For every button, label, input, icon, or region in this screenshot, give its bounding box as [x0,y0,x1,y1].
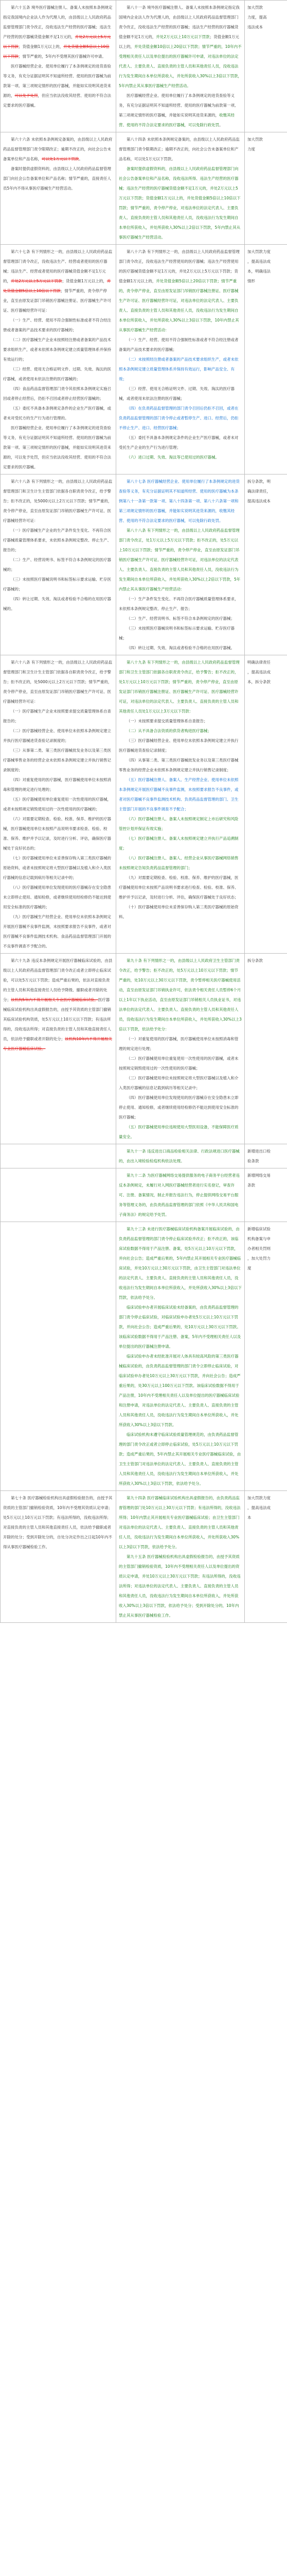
old-paragraph [3,956,113,1054]
note-line: ，提高违法成 [247,259,271,264]
old-article-cell [1,245,116,474]
note-cell [245,1144,287,1168]
new-text-add: 收缴其经营、使用的不符合法定要求的医疗器械，可以免除行政处罚 [119,113,235,127]
new-text-add: （二）从不具备合法资质的供货者购进医疗器械； [127,728,211,733]
new-text-plain: （一）未按照要求提交质量管理体系自查报告； [127,719,208,723]
new-paragraph [119,716,242,726]
note-line: 新增临床试验 [247,1227,271,1231]
new-paragraph [119,1493,242,1552]
new-text-plain: 医疗器械经营企业、使用单位履行了本条例规定的进货查验等义务，有充分证据证明其不知道所经营、使用的医疗器械为前款第一项、第三项规定情形的医疗器械，并能如实说明其进货来源的， [119,93,239,117]
note-line: 加大罚款 [247,5,263,10]
old-text-plain: 第六十五条 境外医疗器械注册人、备案人未按照本条例规定指定我国境内企业法人作为代理人的，由县级以上人民政府药品监督管理部门责令改正，没收违法生产经营的医疗器械；违法生产经营的医疗器械货值金额不足1万元的， [3,5,113,39]
old-paragraph [3,594,113,614]
old-text-plain: （一）医疗器械生产企业未按照要求提交质量管理体系自查报告的； [3,709,111,723]
new-text-add: 临床试验机构未遵守临床试验质量管理规范的，由负责药品监督管理的部门责令改正或者立即停止临床试验，处5万元以上10万元以下罚款；造成严重后果的，5年内禁止其开展相关专业医疗器械临床试验，由卫生主管部门对违法单位的法定代表人、主要负责人、直接负责的主管人员和其他责任人员，没收违法行为发生期间自本单位所获收入，并处所获收入30%以上3倍以下罚款，依法给予处分。 [119,1432,241,1486]
old-paragraph [3,775,113,794]
new-text-add: ；情节严重的，10年内不受理相关责任人以及单位提出的医疗器械许可申请，对违法单位的法定代表人、主要负责人、直接负责的主管人员和其他责任人员，没收违法行为发生期间自本单位所获收入，并处所获收入30%以上3倍以下罚款，5年内禁止其从事医疗器械生产经营活动。 [119,44,242,88]
note-cell [245,1222,287,1491]
new-text-add: 第八十八条 有下列情形之一的，由县级以上人民政府药品监督管理部门责令改正，处1万元以上5万元以下罚款；拒不改正的，处5万元以上10万元以下罚款；情节严重的，责令停产停业，直至由原发证部门吊销医疗器械生产许可证、医疗器械经营许可证，对违法单位的法定代表人、主要负责人、直接负责的主管人员和其他责任人员，没收违法行为发生期间自本单位所获收入，并处所获收入30%以上2倍以下罚款，5年内禁止其从事医疗器械生产经营活动： [119,528,241,591]
new-paragraph [119,643,242,653]
note-cell [245,245,287,474]
old-text-del: 可以免予处罚 [14,93,38,98]
old-text-plain: （一）医疗器械生产企业的生产条件发生变化、不再符合医疗器械质量管理体系要求，未依照本条例规定整改、停止生产、报告的； [3,528,111,552]
new-text-plain: 可以处1万元以下罚款 [134,157,172,161]
table-row [1,954,287,1144]
new-text-add: 并处2万元以上10万元以下罚款 [156,35,210,39]
new-text-add: （八）医疗器械注册人、备案人、经营企业从事医疗器械网络销售未按照规定告知负责药品监督管理的部门； [119,856,239,870]
note-line: 拆分条款 [247,958,263,963]
note-line: ，加大处罚力 [247,1256,271,1261]
old-paragraph [3,134,113,164]
new-article-cell [116,954,245,1144]
note-cell [245,132,287,245]
old-text-plain: 第六十七条 有下列情形之一的，由县级以上人民政府药品监督管理部门责令改正，没收违法生产、经营或者使用的医疗器械；违法生产、经营或者使用的医疗器械货值金额不足1万元的， [3,249,113,283]
old-text-plain: 第六十六条 未依照本条例规定备案的，由县级以上人民政府药品监督管理部门责令限期改正；逾期不改正的，向社会公告未备案单位和产品名称， [3,137,113,161]
new-paragraph [119,1054,242,1073]
new-text-plain: 。 [219,123,223,127]
old-text-plain: ；货值金额1万元以上的， [62,279,107,283]
new-text-plain: （四）从事第二类、第三类医疗器械批发业务以及第三类医疗器械零售业务的经营企业未依照本条例规定建立并执行销售记录制度； [119,758,239,772]
new-article-cell [116,1222,245,1491]
note-line: 本，拆分条款 [247,680,271,684]
new-text-add: 临床试验申办者未经批准开展对人体具有较高风险的第三类医疗器械临床试验的，由负责药品监督管理的部门责令立即停止临床试验，对临床试验申办者处10万元以上30万元以下罚款，并向社会公告；造成严重后果的，处30万元以上100万元以下罚款。该临床试验数据不得用于产品注册，10年内不受理相关责任人以及单位提出的医疗器械临床试验和注册申请，对违法单位的法定代表人、主要负责人、直接负责的主管人员和其他责任人员，没收违法行为发生期间自本单位所获收入，并处所获收入30%以上3倍以下罚款。 [119,1354,241,1427]
new-text-plain: 。 [171,157,175,161]
comparison-rows [1,1,287,1623]
new-article-cell [116,655,245,954]
new-paragraph [119,335,242,354]
new-text-plain: 并处2万元以上5万元以下罚款 [179,269,230,274]
old-paragraph [3,526,113,555]
empty-cell [3,1224,113,1234]
note-line: 本 [247,1515,252,1520]
note-line: 力度，提高 [247,15,267,20]
new-paragraph [119,164,242,242]
old-paragraph [3,574,113,594]
old-text-del: 并处货值金额5倍以上10倍以下罚款 [3,44,110,59]
new-paragraph [119,1034,242,1054]
new-paragraph [119,1430,242,1488]
old-text-del: 该机构5年内不得开展相关专业医疗器械临床试验。 [11,997,98,1002]
new-text-add: （七）医疗器械注册人、备案人未按照规定建立并执行产品追溯制度； [119,836,239,851]
note-line: 加大罚款 [247,137,263,142]
old-text-plain: （一）生产、经营、使用不符合强制性标准或者不符合经注册或者备案的产品技术要求的医疗器械的； [3,318,111,332]
old-text-plain: 第六十八条 有下列情形之一的，由县级以上人民政府药品监督管理部门和卫生计生主管部门依据各自职责责令改正，给予警告；拒不改正的，处5000元以上2万元以下罚款；情节严重的，责令停产停业，直至由原发证部门吊销医疗器械生产许可证、医疗器械经营许可证： [3,479,113,523]
old-paragraph [3,726,113,745]
old-text-plain: 备案时提供虚假资料的，由县级以上人民政府药品监督管理部门向社会公告备案单位和产品名称；情节严重的，直接责任人员5年内不得从事医疗器械生产经营活动。 [3,166,111,191]
new-paragraph [119,403,242,433]
note-line: 拆分条款，明 [247,479,271,484]
old-text-plain: 第六十九条 违反本条例规定开展医疗器械临床试验的，由县级以上人民政府药品监督管理部门责令改正或者立即停止临床试验，可以处5万元以下罚款；造成严重后果的，依法对直接负责的主管人员和其他直接责任人员给予降级、撤职或者开除的处分； [3,958,113,1002]
old-paragraph [3,706,113,726]
old-paragraph [3,3,113,61]
old-text-plain: （四）转让过期、失效、淘汰或者检验不合格的在用医疗器械的。 [3,597,111,611]
new-text-add: 备案时提供虚假资料的，由县级以上人民政府药品监督管理部门向社会公告备案单位和产品名称，没收违法所得、违法生产经营的医疗器械；违法生产经营的医疗器械货值金额不足1万元的，并处2万元以上5万元以下罚款；货值金额1万元以上的，并处货值金额5倍以上10倍以下罚款；情节严重的，责令停产停业，对违法单位的法定代表人、主要负责人、直接负责的主管人员和其他责任人员，没收违法行为发生期间自本单位所获收入，并处所获收入30%以上2倍以下罚款，5年内禁止其从事医疗器械生产经营活动。 [119,166,241,240]
new-paragraph [119,902,242,922]
old-text-plain: （二）医疗器械生产企业未按照经注册或者备案的产品技术要求组织生产，或者未依照本条例规定建立质量管理体系并保持有效运行的； [3,337,111,362]
new-article-cell [116,1,245,132]
new-paragraph [119,726,242,736]
note-line: ，提高违法成 [247,670,271,674]
note-line: 新增进出口检 [247,1149,271,1154]
new-paragraph [119,433,242,452]
note-line: 提高违法成本 [247,499,271,503]
old-text-plain: （七）医疗器械使用单位未妥善保存购入第三类医疗器械的原始资料，或者未按照规定将大型医疗器械以及植入和介入类医疗器械的信息记载到病历等相关记录中的； [3,856,111,880]
old-text-del: 该机构10年内不得开展相关专业医疗器械临床试验。 [3,1037,113,1051]
old-article-cell [1,132,116,245]
new-paragraph [119,594,242,614]
new-text-ins: 第八十七条 医疗器械经营企业、使用单位履行了本条例规定的进货查验等义务，有充分证据证明其不知道所经营、使用的医疗器械为本条例第八十一条第一款第一项、第八十四条第一项、第八十六条第一项和第三项规定情形的医疗器械，并能如实说明其进货来源的，收缴其经营、使用的不符合法定要求的医疗器械，可以免除行政处罚。 [119,479,240,523]
old-paragraph [3,477,113,526]
new-paragraph [119,1146,242,1166]
new-paragraph [119,1552,242,1620]
old-article-cell [1,954,116,1144]
new-paragraph [119,1073,242,1093]
new-article-cell [116,245,245,474]
new-text-plain: （三）未按照医疗器械说明书和标签标示要求运输、贮存医疗器械； [119,626,235,640]
old-paragraph [3,814,113,853]
old-article-cell [1,474,116,655]
empty-cell [3,1171,113,1180]
table-row [1,655,287,954]
new-text-ins: （五）医疗器械注册人、备案人、生产经营企业、使用单位未依照本条例规定开展医疗器械不良事件监测，未按照要求报告不良事件，或者对医疗器械不良事件监测技术机构、负责药品监督管理的部门、卫生主管部门开展的不良事件调查不予配合； [119,777,239,811]
old-text-plain: ；货值金额1万元以上的， [19,44,64,49]
note-cell [245,954,287,1144]
note-line: 度 [247,1266,252,1270]
old-paragraph [3,335,113,364]
new-paragraph [119,1122,242,1142]
table-row [1,1144,287,1168]
old-paragraph [3,912,113,951]
new-paragraph [119,1302,242,1351]
note-line: 加大罚款力度 [247,249,271,254]
new-text-add: 第八十九条 有下列情形之一的，由县级以上人民政府药品监督管理部门和卫生主管部门依据各自职责责令改正，给予警告；拒不改正的，处1万元以上10万元以下罚款；情节严重的，责令停产停业，直至由原发证部门吊销医疗器械注册证、医疗器械生产许可证、医疗器械经营许可证，对违法单位的法定代表人、主要负责人、直接负责的主管人员和其他责任人员处1万元以上3万元以下罚款： [119,660,240,714]
table-row [1,1168,287,1222]
old-text-del: 并处货值金额5倍以上10倍以下罚款 [3,279,111,293]
new-text-add: 第九十一条 违反进出口商品检验相关法律、行政法规进口医疗器械的，由出入境检验检疫机构依法处理。 [119,1149,240,1163]
note-line: 办者相关罚则 [247,1246,271,1251]
old-text-plain: ；情节严重的，5年内不受理其医疗器械许可申请。 [19,54,106,59]
new-text-plain: （三）经营、使用无合格证明文件、过期、失效、淘汰的医疗器械，或者使用未依法注册的医疗器械； [119,386,235,401]
table-row [1,245,287,474]
new-text-plain: 第八十一条 境外医疗器械注册人、备案人未按照本条例规定指定我国境内企业法人作为代理人的，由县级以上人民政府药品监督管理部门责令改正，没收违法生产经营的医疗器械；违法生产经营的医疗器械货值金额不足1万元的， [119,5,240,39]
note-line: ，提高违法成 [247,1505,271,1510]
table-row [1,132,287,245]
new-text-add: 并处货值金额5倍以上20倍以下罚款 [156,279,218,283]
new-paragraph [119,354,242,384]
new-text-plain: 第八十四条 未依照本条例规定备案的，由县级以上人民政府药品监督管理部门责令限期改正；逾期不改正的，向社会公告未备案单位和产品名称， [119,137,240,161]
new-text-add: （五）医疗器械使用单位违规使用大型医用设备，不能保障医疗质量安全。 [119,1125,239,1139]
note-cell [245,474,287,655]
old-text-plain: （四）食品药品监督管理部门责令其依照本条例规定实施召回或者停止经营后，仍拒不召回或者停止经营医疗器械的； [3,386,111,401]
note-line: 明确法律责任 [247,660,271,665]
table-row [1,1491,287,1623]
new-text-add: 临床试验申办者开展临床试验未经备案的，由负责药品监督管理的部门责令停止临床试验，对临床试验申办者处5万元以上10万元以下罚款，并向社会公告；造成严重后果的，处10万元以上30万元以下罚款。该临床试验数据不得用于产品注册、备案，5年内不受理相关责任人以及单位提出的医疗器械注册申请。 [119,1305,241,1349]
new-text-plain: ；货值金额1万元以上的， [119,35,239,49]
new-text-ins: （四）在负责药品监督管理的部门责令召回后仍拒不召回，或者在负责药品监督管理的部门责令停止或者暂停生产、进口、经营后，仍拒不停止生产、进口、经营医疗器械； [119,406,239,430]
old-article-cell [1,1168,116,1222]
new-text-plain: ；货值金额1万元以上的， [119,269,238,283]
old-paragraph [3,1493,113,1552]
old-paragraph [3,315,113,335]
note-line: 机构备案与申 [247,1236,271,1241]
old-paragraph [3,883,113,912]
new-paragraph [119,526,242,594]
old-paragraph [3,364,113,384]
new-paragraph [119,3,242,91]
new-article-cell [116,1491,245,1623]
note-cell [245,655,287,954]
old-paragraph [3,745,113,775]
new-text-ins: （二）未按照经注册或者备案的产品技术要求组织生产，或者未依照本条例规定建立质量管理体系并保持有效运行，影响产品安全、有效； [119,357,239,381]
old-article-cell [1,1,116,132]
new-paragraph [119,1093,242,1122]
new-paragraph [119,1171,242,1219]
new-paragraph [119,134,242,164]
new-text-plain: （一）生产、经营、使用不符合强制性标准或者不符合经注册或者备案的产品技术要求的医疗器械； [119,337,239,352]
old-paragraph [3,247,113,315]
new-text-add: 并处货值金额10倍以上20倍以下罚款 [134,44,199,49]
new-text-plain: （三）医疗器械使用单位未按照规定将大型医疗器械以及植入和介入类医疗器械的信息记载到病历等相关记录中； [119,1076,239,1090]
new-text-plain: （二）医疗器械使用单位重复使用一次性使用的医疗器械，或者未按照规定销毁使用过的一次性使用的医疗器械； [119,1056,239,1071]
new-paragraph [119,91,242,130]
old-text-plain: ；情节严重的，责令停产停业，直至由原发证部门吊销医疗器械注册证、医疗器械生产许可证、医疗器械经营许可证： [3,289,111,313]
old-paragraph [3,403,113,423]
new-paragraph [119,873,242,902]
old-paragraph [3,164,113,193]
note-line: 情形 [247,279,255,283]
new-text-add: （六）进口过期、失效、淘汰等已使用过的医疗器械。 [127,455,219,460]
new-text-plain: 第八十六条 有下列情形之一的，由县级以上人民政府药品监督管理部门责令改正，没收违法生产经营使用的医疗器械；违法生产经营使用的医疗器械货值金额不足1万元的， [119,249,240,274]
old-text-plain: （八）医疗器械使用单位发现使用的医疗器械存在安全隐患未立即停止使用、通知检修，或者继续使用经检修仍不能达到使用安全标准的医疗器械的； [3,885,111,909]
old-text-plain: 医疗器械临床试验机构出具虚假报告的，由授予其资质的主管部门撤销其临床试验机构资质，处5万元以上10万元以下罚款；有违法所得的，没收违法所得；对直接负责的主管人员和其他直接责任人员，依法给予撤职或者开除的处分； [3,997,111,1041]
new-text-add: （六）医疗器械注册人、备案人未按照规定制定上市后研究和风险管控计划并保证有效实施； [119,817,239,831]
old-article-cell [1,1222,116,1491]
new-article-cell [116,474,245,655]
new-paragraph [119,623,242,643]
note-line: 验条款 [247,1159,259,1163]
table-row [1,1222,287,1491]
new-text-add: 第九十五条 医疗器械检验机构出具虚假检验报告的，由授予其资质的主管部门撤销检验资质，10年内不受理相关责任人以及单位提出的资质认定申请，并处10万元以上30万元以下罚款；有违法所得的，没收违法所得；对违法单位的法定代表人、主要负责人、直接负责的主管人员和其他责任人员，没收违法行为发生期间自本单位所获收入，并处所获收入30%以上3倍以下罚款，依法给予处分；受到开除处分的，10年内禁止其从事医疗器械检验工作。 [119,1554,241,1618]
old-text-plain: 。 [79,157,83,161]
new-article-cell [116,1144,245,1168]
new-paragraph [119,736,242,755]
new-text-plain: （四）转让过期、失效、淘汰或者检验不合格的在用医疗器械。 [127,646,235,650]
new-paragraph [119,1351,242,1430]
new-text-plain: （五）委托不具备本条例规定条件的企业生产医疗器械，或者未对受托生产企业的生产行为进行管理； [119,435,239,450]
note-line: 加大罚款力度 [247,1496,271,1500]
new-text-plain: （一）对重复使用的医疗器械，医疗器械使用单位未按照消毒和管理的规定进行处理； [119,1037,239,1051]
new-paragraph [119,956,242,1034]
old-text-plain: （二）生产、经营说明书、标签不符合本条例规定的医疗器械的； [3,557,111,572]
old-text-plain: 第七十条 医疗器械检验机构出具虚假检验报告的，由授予其资质的主管部门撤销检验资质，10年内不受理其资质认定申请；处5万元以上10万元以下罚款；有违法所得的，没收违法所得；对直接负责的主管人员和其他直接责任人员，依法给予撤职或者开除的处分；受到开除处分的，自处分决定作出之日起10年内不得从事医疗器械检验工作。 [3,1496,113,1549]
note-line: 违法成本 [247,25,263,29]
old-text-del: 并处2万元以上5万元以下罚款 [3,35,111,49]
new-paragraph [119,247,242,335]
new-article-cell [116,132,245,245]
old-text-plain: （九）医疗器械生产经营企业、使用单位未依照本条例规定开展医疗器械不良事件监测，未按照要求报告不良事件，或者对医疗器械不良事件监测技术机构、食品药品监督管理部门开展的不良事件调查不予配合的。 [3,914,111,948]
new-paragraph [119,384,242,403]
old-paragraph [3,61,113,110]
old-text-plain: （五）委托不具备本条例规定条件的企业生产医疗器械，或者未对受托方的生产行为进行管理的。 [3,406,111,420]
new-text-add: 第九十条 有下列情形之一的，由县级以上人民政府卫生主管部门责令改正，给予警告；拒不改正的，处5万元以上10万元以下罚款；情节严重的，处10万元以上30万元以下罚款，责令暂停相关医疗器械使用活动，直至由原发证部门吊销执业许可，依法责令相关责任人员暂停6个月以上1年以下执业活动，直至由原发证部门吊销相关人员执业证书，对违法单位的法定代表人、主要负责人、直接负责的主管人员和其他责任人员，没收违法行为发生期间自本单位所获收入，并处所获收入30%以上3倍以下罚款，依法给予处分： [119,958,242,1031]
old-text-plain: 医疗器械经营企业、使用单位履行了本条例规定的进货查验等义务，有充分证据证明其不知道所经营、使用的医疗器械为前款第一项、第三项规定情形的医疗器械，并能如实说明其进货来源的，可以免予处罚，但应当依法没收其经营、使用的不符合法定要求的医疗器械。 [3,426,111,469]
note-line: 新增网络交易 [247,1173,271,1178]
old-text-del: 可以处1万元以下罚款 [42,157,79,161]
new-text-add: 第九十二条 为医疗器械网络交易提供服务的电子商务平台经营者违反本条例规定，未履行对入网医疗器械经营者进行实名登记，审查许可、注册、备案情况，制止并报告违法行为，停止提供网络交易平台服务等管理义务的，由负责药品监督管理的部门依照《中华人民共和国电子商务法》的规定给予处罚。 [119,1173,240,1217]
note-line: 本，明确违法 [247,269,271,274]
old-paragraph [3,794,113,814]
new-paragraph [119,1224,242,1302]
new-text-plain: （九）对需要定期检查、检验、校准、保养、维护的医疗器械，医疗器械使用单位未按照产品说明书要求进行检查、检验、校准、保养、维护并予以记录，及时进行分析、评估，确保医疗器械处于良好状态； [119,875,239,900]
old-article-cell [1,1144,116,1168]
note-line: 力度 [247,147,255,151]
old-text-plain: 医疗器械经营企业、使用单位履行了本条例规定的进货查验等义务，有充分证据证明其不知道所经营、使用的医疗器械为前款第一项、第三项规定情形的医疗器械，并能如实说明其进货来源的， [3,64,111,98]
old-text-plain: （六）对需要定期检查、检验、校准、保养、维护的医疗器械，医疗器械使用单位未按照产品说明书要求检查、检验、校准、保养、维护并予以记录，及时进行分析、评估，确保医疗器械处于良好状态的； [3,817,111,851]
old-text-plain: （五）医疗器械使用单位重复使用一次性使用的医疗器械，或者未按照规定销毁使用过的一次性使用的医疗器械的； [3,797,111,811]
old-article-cell [1,1491,116,1623]
new-text-plain: （三）医疗器械经营企业、使用单位未依照本条例规定建立并执行医疗器械进货查验记录制度； [119,738,239,753]
old-text-del: 并处2万元以上5万元以下罚款 [11,279,62,283]
new-text-add: ；情节严重的，责令停产停业，直至由原发证部门吊销医疗器械注册证、医疗器械生产许可证、医疗器械经营许可证，对违法单位的法定代表人、主要负责人、直接负责的主管人员和其他责任人员，没收违法行为发生期间自本单位所获收入，并处所获收入30%以上3倍以下罚款，10年内禁止其从事医疗器械生产经营活动： [119,279,239,332]
new-text-plain: （十）医疗器械使用单位未妥善保存购入第三类医疗器械的原始资料。 [119,905,239,919]
old-text-plain: （三）未按照医疗器械说明书和标签标示要求运输、贮存医疗器械的； [3,577,111,591]
new-paragraph [119,755,242,775]
old-text-plain: （三）从事第二类、第三类医疗器械批发业务以及第三类医疗器械零售业务的经营企业未依照本条例规定建立并执行销售记录制度的； [3,748,111,772]
new-article-cell [116,1168,245,1222]
old-article-cell [1,655,116,954]
note-cell [245,1,287,132]
new-text-plain: （二）生产、经营说明书、标签不符合本条例规定的医疗器械； [127,616,235,621]
old-text-plain: （二）医疗器械经营企业、使用单位未依照本条例规定建立并执行医疗器械进货查验记录制度的； [3,728,111,743]
new-text-add: 第九十三条 未进行医疗器械临床试验机构备案开展临床试验的，由负责药品监督管理的部门责令停止临床试验并改正；拒不改正的，该临床试验数据不得用于产品注册、备案，处5万元以上10万元以下罚款，并向社会公告；造成严重后果的，5年内禁止其开展相关专业医疗器械临床试验，并处10万元以上30万元以下罚款，由卫生主管部门对违法单位的法定代表人、主要负责人、直接负责的主管人员和其他责任人员，没收违法行为发生期间自本单位所获收入，并处所获收入30%以上3倍以下罚款，依法给予处分。 [119,1227,242,1300]
new-paragraph [119,814,242,834]
new-text-plain: （一）生产条件发生变化、不再符合医疗器械质量管理体系要求，未依照本条例规定整改、停止生产、报告； [119,597,239,611]
new-text-plain: （四）医疗器械使用单位发现使用的医疗器械存在安全隐患未立即停止使用、通知检修，或者继续使用经检修仍不能达到使用安全标准的医疗器械； [119,1095,239,1120]
note-line: 确法律责任， [247,489,271,494]
old-paragraph [3,657,113,706]
old-text-plain: ，但应当依法没收其经营、使用的不符合法定要求的医疗器械。 [3,93,111,108]
new-paragraph [119,477,242,526]
new-text-add: 第九十四条 医疗器械临床试验机构出具虚假报告的，由负责药品监督管理的部门处10万元以上30万元以下罚款；有违法所得的，没收违法所得；10年内禁止其开展相关专业医疗器械临床试验；由卫生主管部门对违法单位的法定代表人、主要负责人、直接负责的主管人员和其他责任人员，没收违法行为发生期间自本单位所获收入，并处所获收入30%以上3倍以下罚款，依法给予处分。 [119,1496,241,1549]
old-text-plain: 第六十八条 有下列情形之一的，由县级以上人民政府药品监督管理部门和卫生计生主管部门依据各自职责责令改正，给予警告；拒不改正的，处5000元以上2万元以下罚款；情节严重的，责令停产停业，直至由原发证部门吊销医疗器械生产许可证、医疗器械经营许可证： [3,660,113,704]
empty-cell [3,1146,113,1156]
new-paragraph [119,775,242,814]
old-paragraph [3,555,113,574]
old-text-plain: （三）经营、使用无合格证明文件、过期、失效、淘汰的医疗器械，或者使用未依法注册的医疗器械的； [3,367,111,381]
new-paragraph [119,853,242,873]
table-row [1,474,287,655]
note-line: 条款 [247,1183,255,1188]
new-paragraph [119,834,242,853]
old-text-plain: （四）对重复使用的医疗器械，医疗器械使用单位未按照消毒和管理的规定进行处理的； [3,777,111,792]
old-paragraph [3,853,113,883]
new-paragraph [119,614,242,623]
note-cell [245,1168,287,1222]
old-paragraph [3,423,113,472]
note-cell [245,1491,287,1623]
table-row [1,1,287,132]
new-paragraph [119,657,242,716]
new-paragraph [119,452,242,462]
old-paragraph [3,384,113,403]
